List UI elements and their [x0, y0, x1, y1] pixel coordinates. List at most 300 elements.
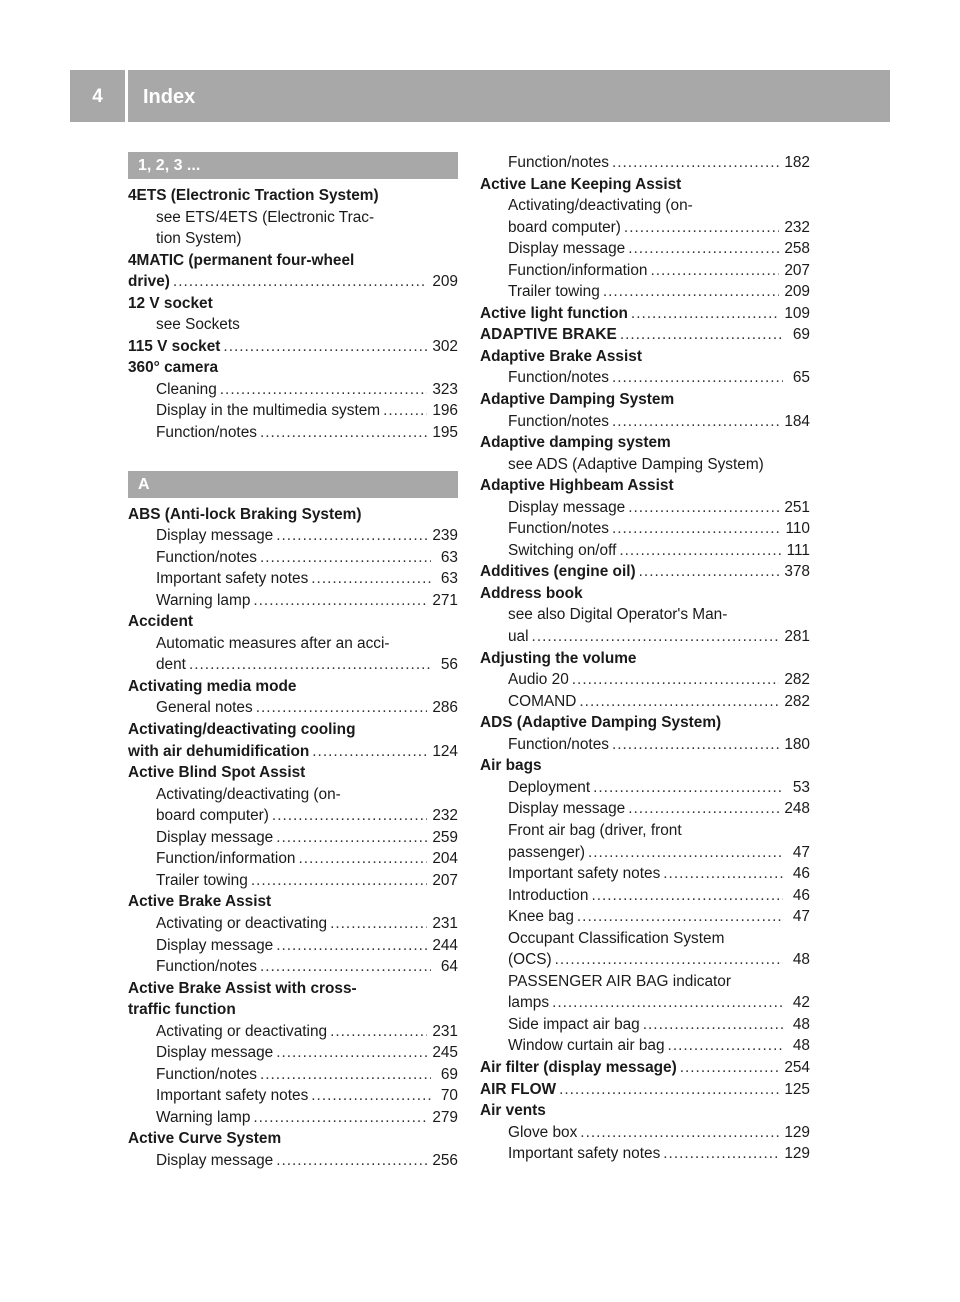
entry-text: traffic function — [128, 1001, 236, 1019]
index-subentry — [480, 1035, 810, 1057]
dot-leader — [624, 217, 779, 239]
index-subentry — [480, 949, 810, 971]
page-reference: 271 — [432, 591, 458, 609]
page-reference: 48 — [792, 1015, 810, 1033]
dot-leader — [628, 497, 779, 519]
page-reference: 251 — [784, 498, 810, 516]
entry-text: Adaptive Brake Assist — [480, 347, 642, 365]
entry-text: Warning lamp — [156, 1108, 251, 1126]
index-entry — [480, 389, 810, 411]
entry-text: COMAND — [508, 692, 577, 710]
index-subentry — [480, 518, 810, 540]
page-reference: 65 — [792, 369, 810, 387]
entry-text: Function/notes — [508, 412, 609, 430]
dot-leader — [173, 271, 427, 293]
index-entry — [480, 648, 810, 670]
index-entry — [128, 357, 458, 379]
dot-leader — [276, 1042, 427, 1064]
entry-text: Trailer towing — [156, 871, 248, 889]
index-entry — [128, 504, 458, 526]
index-entry — [128, 676, 458, 698]
dot-leader — [251, 870, 428, 892]
page-title: Index — [143, 86, 196, 108]
page-reference: 209 — [784, 283, 810, 301]
entry-text: AIR FLOW — [480, 1080, 557, 1098]
index-entry — [128, 293, 458, 315]
index-subentry — [480, 217, 810, 239]
index-subentry — [128, 956, 458, 978]
page-reference: 259 — [432, 828, 458, 846]
page-reference: 63 — [440, 548, 458, 566]
entry-text: Display message — [508, 240, 626, 258]
dot-leader — [223, 336, 427, 358]
page-reference: 53 — [792, 778, 810, 796]
dot-leader — [650, 260, 779, 282]
dot-leader — [603, 281, 780, 303]
index-column-right — [480, 152, 810, 1165]
index-subentry — [480, 820, 810, 842]
entry-text: Important safety notes — [508, 1145, 661, 1163]
entry-text: board computer) — [508, 218, 621, 236]
index-subentry — [480, 540, 810, 562]
entry-text: ADS (Adaptive Damping System) — [480, 714, 722, 732]
entry-text: Air bags — [480, 757, 542, 775]
index-entry — [128, 1128, 458, 1150]
entry-text: Automatic measures after an acci- — [156, 634, 390, 652]
page-reference: 378 — [784, 563, 810, 581]
dot-leader — [631, 303, 779, 325]
index-entry — [128, 741, 458, 763]
dot-leader — [579, 691, 779, 713]
dot-leader — [591, 885, 783, 907]
entry-text: drive) — [128, 273, 170, 291]
entry-text: with air dehumidification — [128, 742, 310, 760]
page-reference: 184 — [784, 412, 810, 430]
index-entry — [480, 561, 810, 583]
index-subentry — [480, 454, 810, 476]
page-number: 4 — [92, 86, 103, 107]
entry-text: Display message — [156, 828, 274, 846]
index-subentry — [480, 691, 810, 713]
entry-text: Glove box — [508, 1123, 578, 1141]
entry-text: Display message — [156, 1151, 274, 1169]
dot-leader — [220, 379, 428, 401]
page-reference: 256 — [432, 1151, 458, 1169]
page-reference: 129 — [784, 1123, 810, 1141]
dot-leader — [612, 518, 780, 540]
page-reference: 64 — [440, 958, 458, 976]
index-subentry — [128, 913, 458, 935]
page-reference: 129 — [784, 1145, 810, 1163]
page-reference: 254 — [784, 1058, 810, 1076]
page-reference: 248 — [784, 800, 810, 818]
index-subentry — [480, 497, 810, 519]
index-subentry — [128, 805, 458, 827]
index-subentry — [128, 568, 458, 590]
entry-text: Display message — [508, 800, 626, 818]
index-entry — [128, 978, 458, 1000]
page-reference: 282 — [784, 671, 810, 689]
index-entry — [480, 712, 810, 734]
header-divider — [125, 70, 128, 122]
entry-text: Active Brake Assist with cross- — [128, 979, 357, 997]
entry-text: Activating/deactivating (on- — [508, 197, 693, 215]
dot-leader — [276, 525, 427, 547]
page-reference: 302 — [432, 337, 458, 355]
entry-text: Active Brake Assist — [128, 893, 272, 911]
entry-text: Additives (engine oil) — [480, 563, 636, 581]
dot-leader — [612, 152, 779, 174]
index-entry — [480, 1079, 810, 1101]
dot-leader — [663, 863, 783, 885]
page-reference: 110 — [785, 520, 810, 538]
page-reference: 48 — [792, 951, 810, 969]
dot-leader — [260, 956, 431, 978]
entry-text: lamps — [508, 994, 550, 1012]
index-subentry — [128, 697, 458, 719]
dot-leader — [593, 777, 783, 799]
index-subentry — [480, 734, 810, 756]
dot-leader — [552, 992, 783, 1014]
entry-text: Activating/deactivating cooling — [128, 721, 356, 739]
entry-text: Display message — [156, 936, 274, 954]
index-entry — [128, 271, 458, 293]
entry-text: (OCS) — [508, 951, 552, 969]
index-subentry — [480, 367, 810, 389]
dot-leader — [588, 842, 783, 864]
index-entry — [480, 475, 810, 497]
entry-text: Function/notes — [156, 958, 257, 976]
index-entry — [480, 303, 810, 325]
entry-text: Activating/deactivating (on- — [156, 785, 341, 803]
dot-leader — [260, 1064, 431, 1086]
dot-leader — [628, 798, 779, 820]
dot-leader — [532, 626, 780, 648]
index-entry — [480, 583, 810, 605]
page-reference: 244 — [432, 936, 458, 954]
entry-text: Active Curve System — [128, 1130, 282, 1148]
index-subentry — [480, 777, 810, 799]
dot-leader — [572, 669, 780, 691]
entry-text: ABS (Anti-lock Braking System) — [128, 505, 362, 523]
page-reference: 286 — [432, 699, 458, 717]
page-reference: 69 — [792, 326, 810, 344]
entry-text: Front air bag (driver, front — [508, 821, 682, 839]
dot-leader — [260, 422, 427, 444]
index-subentry — [128, 228, 458, 250]
entry-text: Important safety notes — [156, 1087, 309, 1105]
page-reference: 46 — [792, 886, 810, 904]
index-entry — [128, 719, 458, 741]
index-subentry — [128, 379, 458, 401]
entry-text: Air vents — [480, 1102, 546, 1120]
index-entry — [128, 336, 458, 358]
page-reference: 195 — [432, 424, 458, 442]
page-reference: 239 — [432, 527, 458, 545]
entry-text: passenger) — [508, 843, 585, 861]
entry-text: see also Digital Operator's Man- — [508, 606, 728, 624]
entry-text: Active Blind Spot Assist — [128, 764, 306, 782]
dot-leader — [253, 590, 427, 612]
page-reference: 231 — [432, 914, 458, 932]
entry-text: Active light function — [480, 304, 628, 322]
dot-leader — [619, 540, 781, 562]
entry-text: Function/information — [156, 850, 296, 868]
entry-text: Function/notes — [508, 369, 609, 387]
page-reference: 279 — [432, 1108, 458, 1126]
entry-text: Address book — [480, 584, 583, 602]
entry-text: Display message — [156, 527, 274, 545]
dot-leader — [260, 547, 431, 569]
index-subentry — [480, 842, 810, 864]
entry-text: Adaptive damping system — [480, 434, 671, 452]
index-subentry — [128, 1085, 458, 1107]
index-subentry — [480, 411, 810, 433]
entry-text: Activating media mode — [128, 677, 297, 695]
dot-leader — [663, 1143, 779, 1165]
entry-text: 360° camera — [128, 359, 219, 377]
index-entry — [480, 1057, 810, 1079]
entry-text: 12 V socket — [128, 294, 213, 312]
page-header — [70, 70, 890, 122]
page-reference: 42 — [792, 994, 810, 1012]
dot-leader — [256, 697, 428, 719]
index-entry — [128, 891, 458, 913]
entry-text: Important safety notes — [156, 570, 309, 588]
page-reference: 180 — [784, 735, 810, 753]
page-reference: 111 — [786, 541, 810, 559]
index-column-left — [128, 152, 458, 1172]
index-subentry — [128, 547, 458, 569]
dot-leader — [298, 848, 427, 870]
index-subentry — [128, 1021, 458, 1043]
index-subentry — [128, 827, 458, 849]
page-reference: 281 — [784, 628, 810, 646]
index-subentry — [128, 525, 458, 547]
entry-text: dent — [156, 656, 186, 674]
entry-text: 4MATIC (permanent four-wheel — [128, 251, 355, 269]
entry-text: Function/information — [508, 261, 648, 279]
index-entry — [480, 1100, 810, 1122]
page-reference: 196 — [432, 402, 458, 420]
page-reference: 125 — [784, 1080, 810, 1098]
entry-text: tion System) — [156, 230, 242, 248]
index-entry — [128, 762, 458, 784]
dot-leader — [643, 1014, 783, 1036]
index-subentry — [480, 906, 810, 928]
entry-text: see ETS/4ETS (Electronic Trac- — [156, 208, 375, 226]
index-subentry — [128, 314, 458, 336]
index-subentry — [480, 260, 810, 282]
entry-text: Activating or deactivating — [156, 1022, 328, 1040]
section-header: A — [128, 471, 458, 498]
dot-leader — [330, 913, 427, 935]
dot-leader — [311, 1085, 431, 1107]
entry-text: Function/notes — [156, 424, 257, 442]
page-reference: 182 — [784, 154, 810, 171]
entry-text: Display in the multimedia system — [156, 402, 381, 420]
entry-text: PASSENGER AIR BAG indicator — [508, 972, 731, 990]
page-reference: 56 — [440, 656, 458, 674]
entry-text: Function/notes — [156, 1065, 257, 1083]
page-reference: 124 — [432, 742, 458, 760]
page-reference: 245 — [432, 1044, 458, 1062]
index-subentry — [480, 1014, 810, 1036]
index-subentry — [480, 885, 810, 907]
index-subentry — [480, 1143, 810, 1165]
index-subentry — [480, 798, 810, 820]
index-entry — [128, 611, 458, 633]
page-reference: 231 — [432, 1022, 458, 1040]
entry-text: Adaptive Damping System — [480, 391, 675, 409]
entry-text: Activating or deactivating — [156, 914, 328, 932]
dot-leader — [620, 324, 783, 346]
page-reference: 258 — [784, 240, 810, 258]
index-entry — [128, 999, 458, 1021]
index-subentry — [480, 971, 810, 993]
page-reference: 209 — [432, 273, 458, 291]
index-subentry — [480, 238, 810, 260]
index-subentry — [480, 1122, 810, 1144]
index-subentry — [128, 1107, 458, 1129]
dot-leader — [559, 1079, 779, 1101]
dot-leader — [580, 1122, 779, 1144]
page-reference: 47 — [792, 908, 810, 926]
index-entry — [480, 324, 810, 346]
page-reference: 109 — [784, 304, 810, 322]
dot-leader — [253, 1107, 427, 1129]
entry-text: Window curtain air bag — [508, 1037, 665, 1055]
dot-leader — [272, 805, 427, 827]
entry-text: see ADS (Adaptive Damping System) — [508, 455, 764, 473]
page-reference: 70 — [440, 1087, 458, 1105]
index-subentry — [128, 590, 458, 612]
page-reference: 207 — [784, 261, 810, 279]
page-reference: 47 — [792, 843, 810, 861]
entry-text: see Sockets — [156, 316, 240, 334]
entry-text: Function/notes — [508, 520, 609, 538]
dot-leader — [311, 568, 431, 590]
section-header: 1, 2, 3 ... — [128, 152, 458, 179]
entry-text: Cleaning — [156, 380, 217, 398]
entry-text: Side impact air bag — [508, 1015, 640, 1033]
index-subentry — [128, 1042, 458, 1064]
entry-text: 115 V socket — [128, 337, 221, 355]
index-entry — [480, 755, 810, 777]
index-subentry — [480, 152, 810, 174]
entry-text: Display message — [156, 1044, 274, 1062]
entry-text: General notes — [156, 699, 253, 717]
entry-text: Accident — [128, 613, 193, 631]
index-subentry — [128, 1150, 458, 1172]
entry-text: Air filter (display message) — [480, 1058, 677, 1076]
entry-text: board computer) — [156, 807, 269, 825]
index-subentry — [480, 281, 810, 303]
entry-text: ual — [508, 628, 529, 646]
index-subentry — [480, 195, 810, 217]
entry-text: Warning lamp — [156, 591, 251, 609]
index-subentry — [480, 992, 810, 1014]
dot-leader — [276, 1150, 427, 1172]
entry-text: Function/notes — [508, 154, 609, 171]
dot-leader — [312, 741, 427, 763]
page-reference: 282 — [784, 692, 810, 710]
dot-leader — [276, 827, 427, 849]
page-reference: 48 — [792, 1037, 810, 1055]
entry-text: Deployment — [508, 778, 591, 796]
entry-text: ADAPTIVE BRAKE — [480, 326, 617, 344]
entry-text: Trailer towing — [508, 283, 600, 301]
entry-text: Active Lane Keeping Assist — [480, 175, 682, 193]
entry-text: Occupant Classification System — [508, 929, 725, 947]
page-reference: 204 — [432, 850, 458, 868]
index-entry — [128, 185, 458, 207]
index-subentry — [128, 400, 458, 422]
index-subentry — [128, 1064, 458, 1086]
index-subentry — [480, 669, 810, 691]
index-subentry — [480, 604, 810, 626]
page-reference: 207 — [432, 871, 458, 889]
dot-leader — [668, 1035, 783, 1057]
entry-text: Important safety notes — [508, 865, 661, 883]
dot-leader — [612, 367, 783, 389]
index-subentry — [480, 928, 810, 950]
page-reference: 63 — [440, 570, 458, 588]
entry-text: Knee bag — [508, 908, 574, 926]
dot-leader — [577, 906, 783, 928]
index-subentry — [480, 626, 810, 648]
index-subentry — [128, 935, 458, 957]
index-subentry — [128, 654, 458, 676]
index-entry — [480, 346, 810, 368]
dot-leader — [612, 734, 779, 756]
index-entry — [128, 250, 458, 272]
entry-text: Adjusting the volume — [480, 649, 637, 667]
page-reference: 323 — [432, 380, 458, 398]
entry-text: Switching on/off — [508, 541, 617, 559]
dot-leader — [383, 400, 427, 422]
index-subentry — [128, 870, 458, 892]
index-subentry — [480, 863, 810, 885]
index-entry — [480, 432, 810, 454]
index-subentry — [128, 633, 458, 655]
dot-leader — [555, 949, 783, 971]
entry-text: 4ETS (Electronic Traction System) — [128, 187, 379, 204]
dot-leader — [189, 654, 431, 676]
page-reference: 46 — [792, 865, 810, 883]
dot-leader — [612, 411, 779, 433]
dot-leader — [628, 238, 779, 260]
dot-leader — [276, 935, 427, 957]
entry-text: Adaptive Highbeam Assist — [480, 477, 674, 495]
index-entry — [480, 174, 810, 196]
page-reference: 69 — [440, 1065, 458, 1083]
entry-text: Function/notes — [156, 548, 257, 566]
dot-leader — [639, 561, 780, 583]
dot-leader — [330, 1021, 427, 1043]
page-reference: 232 — [432, 807, 458, 825]
entry-text: Function/notes — [508, 735, 609, 753]
entry-text: Introduction — [508, 886, 589, 904]
index-subentry — [128, 848, 458, 870]
index-subentry — [128, 422, 458, 444]
index-subentry — [128, 207, 458, 229]
dot-leader — [680, 1057, 780, 1079]
entry-text: Display message — [508, 498, 626, 516]
entry-text: Audio 20 — [508, 671, 569, 689]
page-reference: 232 — [784, 218, 810, 236]
index-subentry — [128, 784, 458, 806]
